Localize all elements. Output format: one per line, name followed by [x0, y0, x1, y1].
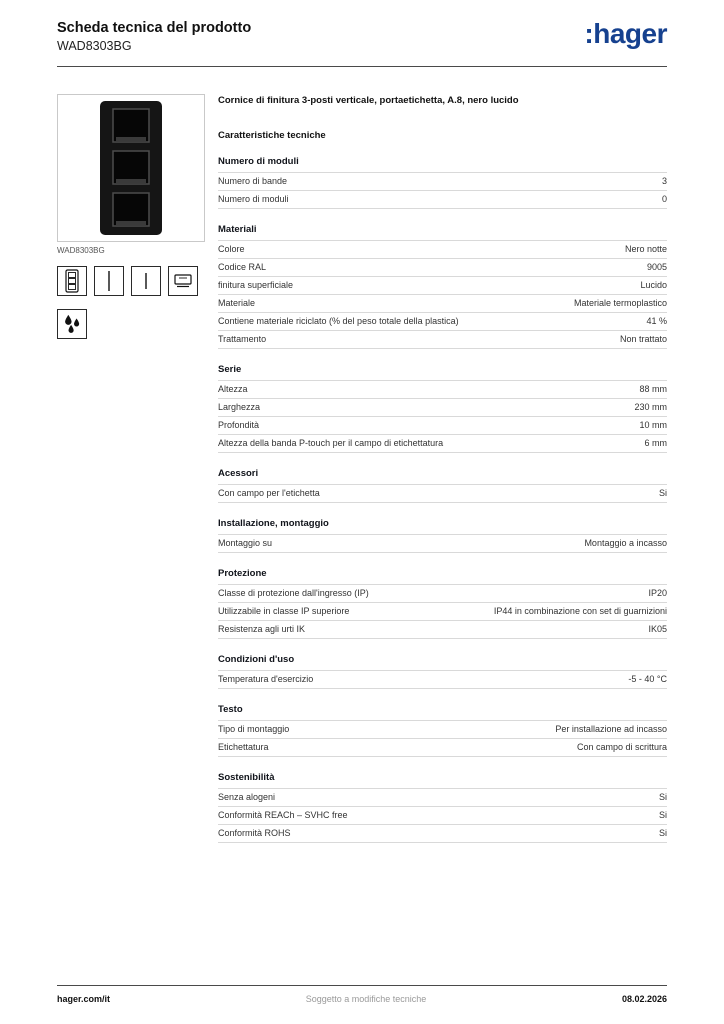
spec-row-label: Numero di moduli [218, 194, 289, 205]
pictogram-row [57, 266, 205, 296]
flush-box-icon [168, 266, 198, 296]
spec-row-value: 41 % [646, 316, 667, 327]
spec-row [218, 670, 667, 688]
spec-row-value: Nero notte [624, 244, 667, 255]
section-heading: Condizioni d'uso [218, 654, 295, 666]
spec-section [218, 516, 667, 553]
page-title: Scheda tecnica del prodotto [57, 20, 252, 36]
spec-row-label: Con campo per l'etichetta [218, 488, 320, 499]
spec-row-value: Si [658, 488, 667, 499]
product-code: WAD8303BG [57, 39, 132, 53]
spec-row-value: Montaggio a incasso [584, 538, 667, 549]
section-rows [218, 484, 667, 503]
spec-row-label: Materiale [218, 298, 256, 309]
spec-section [218, 466, 667, 503]
spec-row-label: Trattamento [218, 334, 267, 345]
spec-row [218, 240, 667, 258]
spec-row-value: Lucido [640, 280, 667, 291]
footer [57, 994, 667, 1004]
spec-row [218, 398, 667, 416]
spec-section [218, 222, 667, 349]
spec-row-label: Resistenza agli urti IK [218, 624, 306, 635]
section-rows [218, 240, 667, 349]
spec-row-label: finitura superficiale [218, 280, 294, 291]
vertical-slot-icon-2 [131, 266, 161, 296]
feature-row [57, 309, 205, 339]
spec-row [218, 806, 667, 824]
spec-sections [218, 154, 667, 843]
spec-row-label: Contiene materiale riciclato (% del peso totale della plastica) [218, 316, 459, 327]
spec-row-value: 3 [661, 176, 667, 187]
spec-section [218, 770, 667, 843]
footer-note: Soggetto a modifiche tecniche [305, 994, 427, 1004]
footer-divider [57, 985, 667, 986]
spec-row [218, 824, 667, 842]
spec-row-value: 230 mm [634, 402, 667, 413]
spec-row [218, 584, 667, 602]
spec-row [218, 190, 667, 208]
section-heading: Sostenibilità [218, 772, 275, 784]
section-rows [218, 670, 667, 689]
spec-section [218, 652, 667, 689]
spec-row [218, 330, 667, 348]
spec-row [218, 312, 667, 330]
spec-row [218, 434, 667, 452]
spec-row [218, 276, 667, 294]
spec-row [218, 380, 667, 398]
footer-site-link[interactable]: hager.com/it [57, 994, 111, 1004]
spec-row-value: Si [658, 828, 667, 839]
section-rows [218, 788, 667, 843]
spec-column [218, 95, 667, 843]
spec-row-value: 9005 [646, 262, 667, 273]
spec-row-value: 6 mm [644, 438, 667, 449]
product-image [57, 94, 205, 242]
spec-row-label: Utilizzabile in classe IP superiore [218, 606, 350, 617]
section-rows [218, 534, 667, 553]
spec-row-label: Montaggio su [218, 538, 273, 549]
left-column [57, 94, 205, 339]
spec-row [218, 788, 667, 806]
spec-row-label: Colore [218, 244, 245, 255]
section-heading: Installazione, montaggio [218, 518, 329, 530]
vertical-slot-icon [94, 266, 124, 296]
spec-heading: Caratteristiche tecniche [218, 130, 326, 142]
section-heading: Numero di moduli [218, 156, 299, 168]
spec-row-value: IK05 [648, 624, 667, 635]
spec-row-label: Tipo di montaggio [218, 724, 290, 735]
section-rows [218, 584, 667, 639]
section-rows [218, 720, 667, 757]
spec-row [218, 534, 667, 552]
header [57, 20, 667, 53]
spec-row-value: Per installazione ad incasso [555, 724, 667, 735]
hager-logo: :hager [584, 18, 667, 49]
spec-row [218, 738, 667, 756]
frame-3-gang-icon [57, 266, 87, 296]
spec-row-value: Si [658, 810, 667, 821]
product-description: Cornice di finitura 3-posti verticale, portaetichetta, A.8, nero lucido [218, 95, 519, 106]
section-heading: Testo [218, 704, 243, 716]
spec-row-value: 88 mm [639, 384, 667, 395]
spec-section [218, 362, 667, 453]
spec-row [218, 294, 667, 312]
section-rows [218, 380, 667, 453]
section-rows [218, 172, 667, 209]
footer-date: 08.02.2026 [621, 994, 667, 1004]
spec-row-value: IP20 [648, 588, 667, 599]
spec-row [218, 484, 667, 502]
spec-row-value: -5 - 40 °C [628, 674, 667, 685]
frame-product-drawing [92, 99, 170, 237]
spec-row-label: Altezza della banda P-touch per il campo di etichettatura [218, 438, 444, 449]
spec-row [218, 258, 667, 276]
spec-row-label: Larghezza [218, 402, 261, 413]
spec-row [218, 602, 667, 620]
spec-row [218, 172, 667, 190]
spec-row [218, 416, 667, 434]
spec-row-label: Profondità [218, 420, 260, 431]
spec-section [218, 702, 667, 757]
spec-row [218, 620, 667, 638]
spec-section [218, 566, 667, 639]
section-heading: Acessori [218, 468, 259, 480]
spec-row-value: Con campo di scrittura [576, 742, 667, 753]
spec-row-value: Si [658, 792, 667, 803]
spec-row-value: Non trattato [619, 334, 667, 345]
spec-row-label: Conformità ROHS [218, 828, 291, 839]
product-image-caption: WAD8303BG [57, 246, 105, 255]
water-drops-icon [57, 309, 87, 339]
spec-row-label: Classe di protezione dall'ingresso (IP) [218, 588, 369, 599]
spec-row-label: Temperatura d'esercizio [218, 674, 314, 685]
spec-row-value: 0 [661, 194, 667, 205]
spec-row-label: Etichettatura [218, 742, 269, 753]
spec-row-label: Numero di bande [218, 176, 288, 187]
spec-row-label: Codice RAL [218, 262, 267, 273]
spec-row-label: Altezza [218, 384, 248, 395]
spec-row-value: Materiale termoplastico [573, 298, 667, 309]
section-heading: Serie [218, 364, 242, 376]
spec-row [218, 720, 667, 738]
section-heading: Protezione [218, 568, 267, 580]
spec-section [218, 154, 667, 209]
header-divider [57, 66, 667, 67]
spec-row-value: IP44 in combinazione con set di guarnizioni [493, 606, 667, 617]
spec-row-label: Senza alogeni [218, 792, 276, 803]
spec-row-value: 10 mm [639, 420, 667, 431]
section-heading: Materiali [218, 224, 257, 236]
spec-row-label: Conformità REACh – SVHC free [218, 810, 348, 821]
